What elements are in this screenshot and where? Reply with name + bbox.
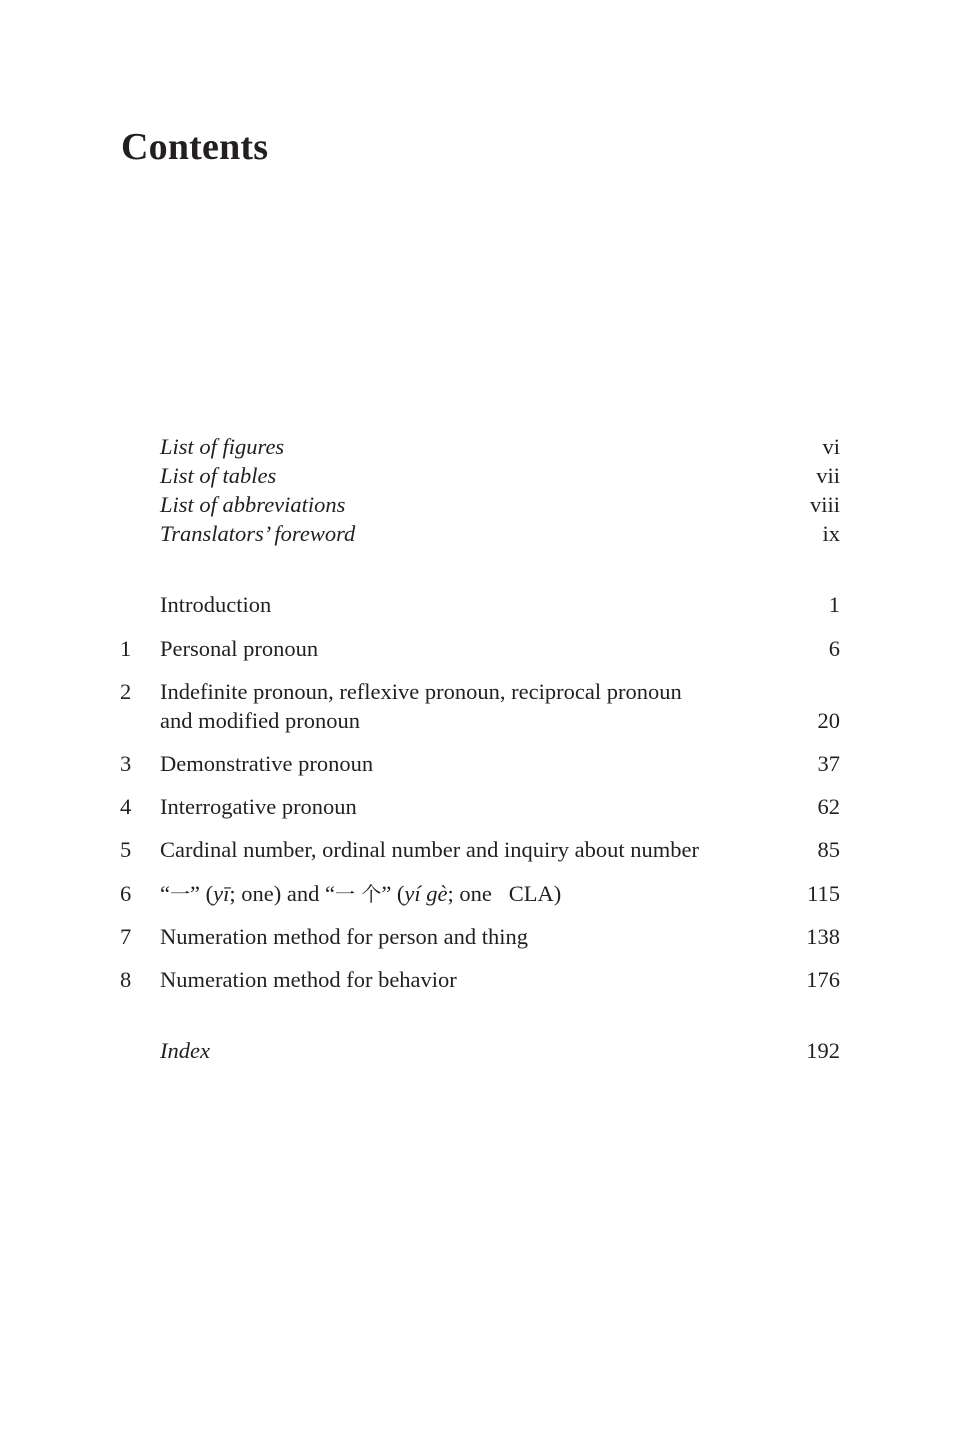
toc-entry-title <box>160 677 760 735</box>
toc-entry-title: List of tables <box>160 463 277 488</box>
title-pinyin-yige: yí gè <box>404 881 448 906</box>
toc-entry-page: 138 <box>806 924 840 949</box>
toc-entry-title: Introduction <box>160 592 272 617</box>
toc-entry-page: 1 <box>828 592 840 617</box>
toc-entry-page: 192 <box>806 1038 840 1063</box>
toc-entry-title: Numeration method for person and thing <box>160 924 529 949</box>
chapter-number: 5 <box>120 837 132 862</box>
toc-entry-title: Numeration method for behavior <box>160 967 457 992</box>
title-quote-close: ” ( <box>190 881 214 906</box>
chapter-number: 7 <box>120 924 132 949</box>
toc-entry-title: Index <box>160 1038 210 1063</box>
title-quote-open: “ <box>160 881 170 906</box>
chapter-number: 8 <box>120 967 132 992</box>
chapter-number: 6 <box>120 881 132 906</box>
title-gloss-1: ; one) and “ <box>229 881 335 906</box>
chapter-number: 1 <box>120 636 132 661</box>
toc-entry-page: 176 <box>806 967 840 992</box>
title-hanzi-yi: 一 <box>170 882 190 906</box>
toc-entry-page: viii <box>809 492 840 517</box>
toc-entry-title-line-1: Indefinite pronoun, reflexive pronoun, reciprocal pronoun <box>160 679 682 704</box>
chapter-number: 3 <box>120 751 132 776</box>
page-title: Contents <box>121 126 269 168</box>
chapter-number: 2 <box>120 679 132 704</box>
toc-entry-title: Cardinal number, ordinal number and inquiry about number <box>160 837 699 862</box>
toc-entry-page: 85 <box>817 837 840 862</box>
toc-entry-title: Personal pronoun <box>160 636 319 661</box>
toc-entry-title-line-2: and modified pronoun <box>160 708 360 733</box>
toc-entry-page: ix <box>822 521 840 546</box>
toc-entry-page: 115 <box>807 881 840 906</box>
toc-entry-page: vi <box>822 434 840 459</box>
toc-entry-page: 6 <box>828 636 840 661</box>
title-hanzi-yige: 一 个 <box>334 882 382 906</box>
title-gloss-2: ; one CLA) <box>447 881 562 906</box>
chapter-number: 4 <box>120 794 132 819</box>
toc-entry-title <box>160 879 760 909</box>
toc-entry-title: Interrogative pronoun <box>160 794 357 819</box>
title-pinyin-yi: yī <box>213 881 230 906</box>
title-quote-close-2: ” ( <box>381 881 405 906</box>
toc-entry-page: 20 <box>817 708 840 733</box>
toc-entry-title: Demonstrative pronoun <box>160 751 374 776</box>
toc-entry-page: 62 <box>817 794 840 819</box>
toc-entry-page: 37 <box>817 751 840 776</box>
toc-entry-page: vii <box>816 463 840 488</box>
toc-entry-title: List of figures <box>160 434 285 459</box>
toc-entry-title: List of abbreviations <box>160 492 346 517</box>
toc-entry-title: Translators’ foreword <box>160 521 356 546</box>
